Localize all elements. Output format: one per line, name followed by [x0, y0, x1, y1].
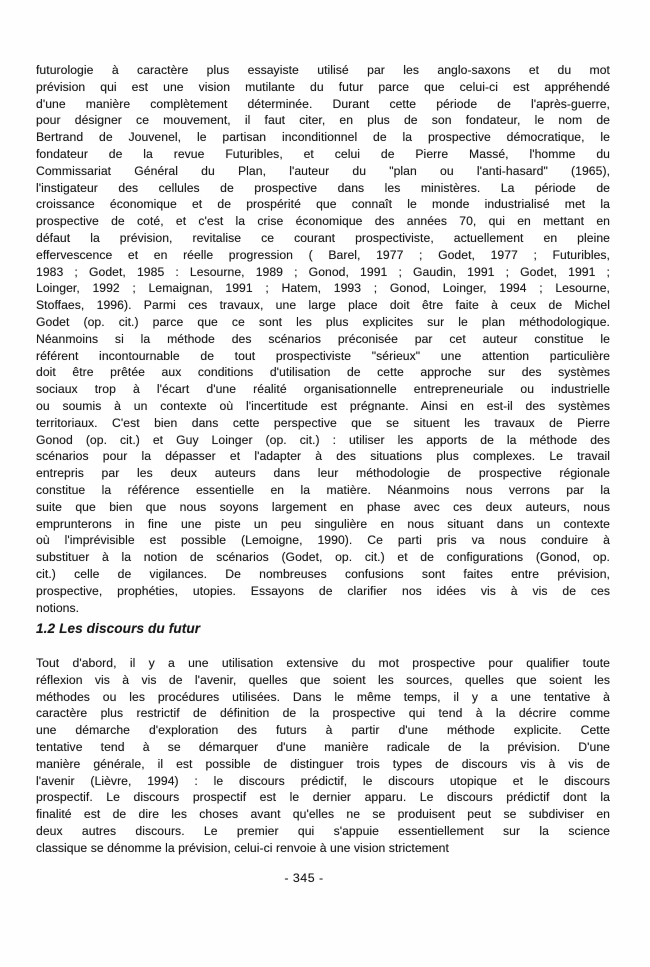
text-line: cit.) celle de vigilances. De nombreuses confusions sont faites entre prévision,	[36, 566, 610, 581]
text-line: manière générale, il est possible de distinguer trois types de discours vis à vis de	[36, 756, 610, 771]
text-line: sociaux trop à l'écart d'une réalité organisationnelle entrepreneuriale ou industrielle	[36, 382, 610, 397]
text-line: deux autres discours. Le premier qui s'appuie essentiellement sur la science	[36, 823, 610, 838]
text-line: prospectif. Le discours prospectif est le dernier apparu. Le discours prédictif dont la	[36, 790, 610, 805]
text-line: tentative tend à se démarquer d'une manière radicale de la prévision. D'une	[36, 739, 610, 754]
text-line: territoriaux. C'est bien dans cette perspective que se situent les travaux de Pierre	[36, 415, 610, 430]
text-line: Bertrand de Jouvenel, le partisan inconditionnel de la prospective démocratique, le	[36, 130, 610, 145]
text-line: où l'imprévisible est possible (Lemoigne, 1990). Ce parti pris va nous conduire à	[36, 533, 610, 548]
text-line: substituer à la notion de scénarios (Godet, op. cit.) et de configurations (Gonod, op.	[36, 550, 610, 565]
text-line: doit être prêtée aux conditions d'utilisation de cette approche sur des systèmes	[36, 365, 610, 380]
text-line: Stoffaes, 1996). Parmi ces travaux, une large place doit être faite à ceux de Michel	[36, 298, 610, 313]
text-line: Loinger, 1992 ; Lemaignan, 1991 ; Hatem, 1993 ; Gonod, Loinger, 1994 ; Lesourne,	[36, 281, 610, 296]
text-line: constitue la référence essentielle en la matière. Néanmoins nous verrons par la	[36, 482, 610, 497]
text-line: Tout d'abord, il y a une utilisation extensive du mot prospective pour qualifier toute	[36, 656, 610, 670]
text-line: une démarche d'exploration des futurs à partir d'une méthode explicite. Cette	[36, 723, 610, 738]
text-line: ou soumis à un contexte où l'incertitude est prégnante. Ainsi en est-il des systèmes	[36, 398, 610, 413]
text-line: emprunterons in fine une piste un peu singulière en nous situant dans un contexte	[36, 516, 610, 531]
text-line: suite que bien que nous soyons largement en phase avec ces deux auteurs, nous	[36, 499, 610, 514]
text-line: réflexion vis à vis de l'avenir, quelles que soient les sources, quelles que soient les	[36, 672, 610, 687]
text-line: entrepris par les deux auteurs dans leur méthodologie de prospective régionale	[36, 466, 610, 481]
text-line: scénarios pour la dépasser et l'adapter à des situations plus complexes. Le travail	[36, 449, 610, 464]
text-line: caractère plus restrictif de définition de la prospective qui tend à la décrire comme	[36, 706, 610, 721]
text-line: fondateur de la revue Futuribles, et celui de Pierre Massé, l'homme du	[36, 146, 610, 161]
text-line: prospective de coté, et c'est la crise économique des années 70, qui en mettant en	[36, 214, 610, 229]
text-line: Commissariat Général du Plan, l'auteur du "plan ou l'anti-hasard" (1965),	[36, 163, 610, 178]
text-line: notions.	[36, 600, 80, 615]
text-line: Gonod (op. cit.) et Guy Loinger (op. cit.) : utiliser les apports de la méthode des	[36, 432, 610, 447]
text-line: finalité est de dire les choses avant qu'elles ne se produisent peut se subdiviser en	[36, 807, 610, 822]
text-line: effervescence et en réelle progression ( Barel, 1977 ; Godet, 1977 ; Futuribles,	[36, 247, 610, 262]
section-heading: 1.2 Les discours du futur	[36, 621, 201, 636]
text-line: Godet (op. cit.) parce que ce sont les plus explicites sur le plan méthodologique.	[36, 314, 610, 329]
text-line: défaut la prévision, revitalise ce courant prospectiviste, actuellement en pleine	[36, 230, 610, 245]
text-line: 1983 ; Godet, 1985 : Lesourne, 1989 ; Gonod, 1991 ; Gaudin, 1991 ; Godet, 1991 ;	[36, 264, 610, 279]
text-line: d'une manière complètement déterminée. Durant cette période de l'après-guerre,	[36, 96, 610, 111]
text-line: pour désigner ce mouvement, il faut citer, en plus de son fondateur, le nom de	[36, 113, 610, 128]
text-line: classique se dénomme la prévision, celui-ci renvoie à une vision strictement	[36, 840, 449, 855]
text-line: futurologie à caractère plus essayiste utilisé par les anglo-saxons et du mot	[36, 63, 610, 77]
paragraph-body-text	[36, 62, 610, 616]
text-line: méthodes ou les procédures utilisées. Dans le même temps, il y a une tentative à	[36, 689, 610, 704]
text-line: prévision qui est une vision mutilante du futur parce que celui-ci est appréhendé	[36, 79, 610, 94]
text-line: croissance économique et de prospérité que connaît le monde industrialisé met la	[36, 197, 610, 212]
text-line: l'avenir (Lièvre, 1994) : le discours prédictif, le discours utopique et le discours	[36, 773, 610, 788]
text-line: référent incontournable de tout prospectiviste "sérieux" une attention particulière	[36, 348, 610, 363]
text-line: l'instigateur des cellules de prospective dans les ministères. La période de	[36, 180, 610, 195]
page-number: - 345 -	[284, 871, 324, 885]
paragraph-body-text	[36, 655, 610, 857]
text-line: Néanmoins si la méthode des scénarios préconisée par cet auteur constitue le	[36, 331, 610, 346]
text-line: prospective, prophéties, utopies. Essayons de clarifier nos idées vis à vis de ces	[36, 583, 610, 598]
